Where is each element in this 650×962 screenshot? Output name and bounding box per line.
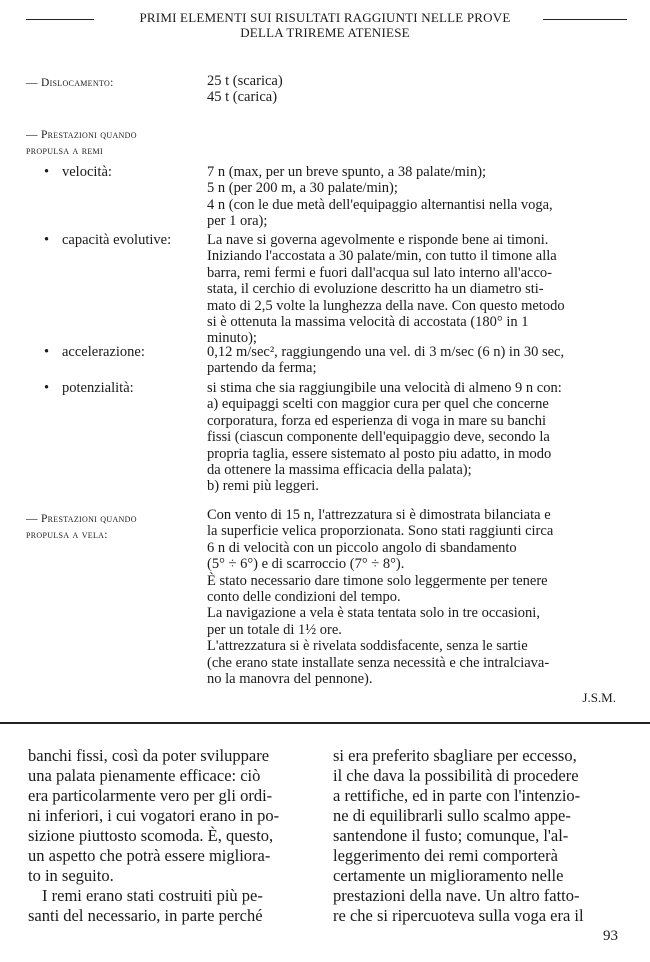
vela-label-line2: propulsa a vela: xyxy=(26,529,108,541)
body-column-left xyxy=(28,746,314,926)
text-line: b) remi più leggeri. xyxy=(207,478,319,495)
body-line: to in seguito. xyxy=(28,866,114,885)
accelerazione-text xyxy=(207,344,619,377)
capacita-evolutive-text xyxy=(207,232,619,347)
body-line: banchi fissi, così da poter sviluppare xyxy=(28,746,270,765)
bullet-dot-icon: • xyxy=(44,380,50,396)
body-line: re che si ripercuoteva sulla voga era il xyxy=(333,906,584,925)
page-header xyxy=(0,10,650,40)
body-line: santendone il fusto; comunque, l'al- xyxy=(333,826,569,845)
text-line: È stato necessario dare timone solo leggermente per tenere xyxy=(207,572,548,589)
text-line: corporatura, forza ed esperienza di voga in mare su banchi xyxy=(207,412,546,429)
text-line: (5° ÷ 6°) e di scarroccio (7° ÷ 8°). xyxy=(207,556,405,573)
text-line: 5 n (per 200 m, a 30 palate/min); xyxy=(207,180,398,197)
bullet-velocita xyxy=(44,164,112,180)
dislocamento-line: 25 t (scarica) xyxy=(207,73,283,89)
dislocamento-line: 45 t (carica) xyxy=(207,89,278,106)
bullet-label: potenzialità: xyxy=(62,380,134,396)
bullet-dot-icon: • xyxy=(44,344,50,360)
text-line: barra, remi fermi e fuori dall'acqua sul lato interno all'acco- xyxy=(207,264,553,281)
text-line: si è ottenuta la massima velocità di accostata (180° in 1 xyxy=(207,314,529,331)
dislocamento-values xyxy=(207,73,619,106)
vela-section-label xyxy=(26,511,137,543)
text-line: 7 n (max, per un breve spunto, a 38 palate/min); xyxy=(207,164,487,180)
bullet-dot-icon: • xyxy=(44,232,50,248)
text-line: minuto); xyxy=(207,330,257,347)
body-line: un aspetto che potrà essere migliora- xyxy=(28,846,271,865)
body-line: una palata pienamente efficace: ciò xyxy=(28,766,261,785)
body-line: certamente un miglioramento nelle xyxy=(333,866,564,885)
body-line: il che dava la possibilità di procedere xyxy=(333,766,579,785)
body-line: si era preferito sbagliare per eccesso, xyxy=(333,746,577,765)
section-divider xyxy=(0,722,650,724)
text-line: mato di 2,5 volte la lunghezza della nave. Con questo metodo xyxy=(207,297,565,314)
text-line: 4 n (con le due metà dell'equipaggio alternantisi nella voga, xyxy=(207,196,553,213)
remi-section-label xyxy=(26,127,137,159)
text-line: si stima che sia raggiungibile una velocità di almeno 9 n con: xyxy=(207,380,562,396)
body-line: I remi erano stati costruiti più pe- xyxy=(42,886,263,905)
remi-label-line2: propulsa a remi xyxy=(26,145,103,157)
text-line: (che erano state installate senza necessità e che intralciava- xyxy=(207,654,550,671)
vela-text xyxy=(207,507,619,687)
text-line: 0,12 m/sec², raggiungendo una vel. di 3 m/sec (6 n) in 30 sec, xyxy=(207,344,565,360)
text-line: a) equipaggi scelti con maggior cura per quel che concerne xyxy=(207,396,549,413)
header-title-line1: PRIMI ELEMENTI SUI RISULTATI RAGGIUNTI NELLE PROVE xyxy=(139,10,511,25)
text-line: propria taglia, essere sistemato al posto piu adatto, in modo xyxy=(207,445,552,462)
text-line: La navigazione a vela è stata tentata solo in tre occasioni, xyxy=(207,605,540,622)
remi-label-line1: — Prestazioni quando xyxy=(26,129,137,141)
page-number: 93 xyxy=(603,928,618,944)
text-line: L'attrezzatura si è rivelata soddisfacente, senza le sartie xyxy=(207,638,528,655)
text-line: stata, il cerchio di evoluzione descritto ha un diametro sti- xyxy=(207,281,544,298)
text-line: no la manovra del pennone). xyxy=(207,671,373,688)
body-line: ne di equilibrarli sullo scalmo appe- xyxy=(333,806,571,825)
bullet-potenzialita xyxy=(44,380,134,396)
vela-label-line1: — Prestazioni quando xyxy=(26,513,137,525)
text-line: La nave si governa agevolmente e risponde bene ai timoni. xyxy=(207,232,549,248)
text-line: Iniziando l'accostata a 30 palate/min, con tutto il timone alla xyxy=(207,248,557,265)
text-line: conto delle condizioni del tempo. xyxy=(207,589,401,606)
bullet-capacita-evolutive xyxy=(44,232,171,248)
text-line: per un totale di 1½ ore. xyxy=(207,621,342,638)
bullet-label: capacità evolutive: xyxy=(62,232,172,248)
text-line: da ottenere la massima efficacia della palata); xyxy=(207,462,472,479)
text-line: per 1 ora); xyxy=(207,213,268,230)
text-line: partendo da ferma; xyxy=(207,360,317,377)
bullet-label: velocità: xyxy=(62,164,112,180)
body-column-right xyxy=(333,746,623,926)
body-line: ni inferiori, i cui vogatori erano in po- xyxy=(28,806,280,825)
text-line: 6 n di velocità con un piccolo angolo di sbandamento xyxy=(207,539,517,556)
text-line: Con vento di 15 n, l'attrezzatura si è dimostrata bilanciata e xyxy=(207,507,551,523)
body-line: a rettifiche, ed in parte con l'intenzio- xyxy=(333,786,581,805)
text-line: fissi (ciascun componente dell'equipaggio deve, secondo la xyxy=(207,429,550,446)
author-signature: J.S.M. xyxy=(582,690,616,705)
body-line: era particolarmente vero per gli ordi- xyxy=(28,786,273,805)
header-title-line2: DELLA TRIREME ATENIESE xyxy=(240,25,410,40)
bullet-dot-icon: • xyxy=(44,164,50,180)
body-line: leggerimento dei remi comporterà xyxy=(333,846,558,865)
bullet-label: accelerazione: xyxy=(62,344,145,360)
dislocamento-label: — Dislocamento: xyxy=(26,77,114,89)
body-line: sizione piuttosto scomoda. È, questo, xyxy=(28,826,274,845)
bullet-accelerazione xyxy=(44,344,145,360)
body-line: santi del necessario, in parte perché xyxy=(28,906,263,925)
potenzialita-text xyxy=(207,380,619,495)
body-line: prestazioni della nave. Un altro fatto- xyxy=(333,886,580,905)
velocita-text xyxy=(207,164,619,230)
text-line: la superficie velica proporzionata. Sono stati raggiunti circa xyxy=(207,523,554,540)
